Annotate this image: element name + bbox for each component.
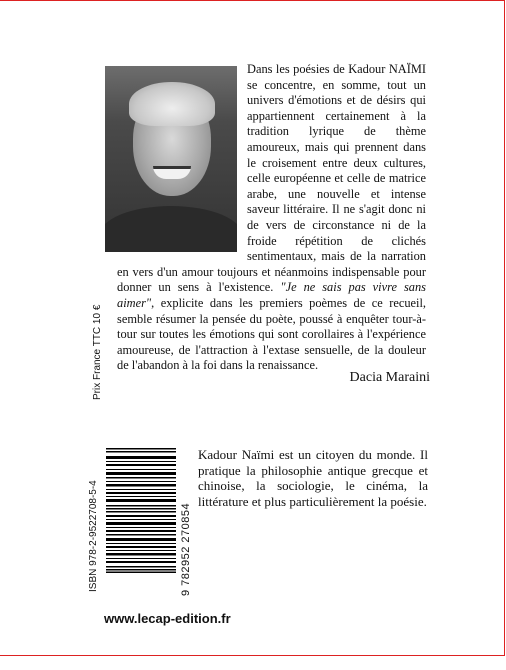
barcode bbox=[106, 448, 176, 573]
paragraph-2: , explicite dans les premiers poèmes de ce recueil, semble résumer la pensée du poète, poussé à enquêter tour-à-tour sur toutes les émotions qui sont corollaires à l'expérience amoureuse, de l'attraction à l'extase sensuelle, de la douleur de l'abandon à la foi dans la renaissance. bbox=[117, 295, 426, 373]
price-label: Prix France TTC 10 € bbox=[92, 304, 103, 400]
main-text bbox=[117, 62, 426, 374]
photo-hair bbox=[129, 82, 215, 126]
photo-shoulders bbox=[105, 206, 237, 252]
barcode-number: 9 782952 270854 bbox=[180, 502, 192, 596]
signature: Dacia Maraini bbox=[349, 370, 430, 385]
author-photo bbox=[105, 66, 237, 252]
website-link[interactable]: www.lecap-edition.fr bbox=[104, 611, 231, 626]
isbn-label: ISBN 978-2-9522708-5-4 bbox=[88, 480, 99, 592]
quote: "Je ne sais pas vivre sans aimer" bbox=[117, 280, 426, 310]
barcode-icon bbox=[106, 448, 176, 573]
paragraph-1: Dans les poésies de Kadour NAÏMI se concentre, en somme, tout un univers d'émotions et de désirs qui appartiennent certainement à la tradition lyrique de thème amoureux, mais qui prennent dans le croisement entre deux cultures, celle européenne et celle de matrice arabe, une nouvelle et intense saveur littéraire. Il ne s'agit donc ni de vers de circonstance ni de la froide répétition de clichés sentimentaux, mais de la narration en vers d'un amour toujours et néanmoins indispensable pour donner un sens à l'existence. bbox=[117, 62, 426, 295]
author-bio: Kadour Naïmi est un citoyen du monde. Il pratique la philosophie antique grecque et chinoise, la sociologie, le cinéma, la littérature et plus particulièrement la poésie. bbox=[198, 447, 428, 509]
